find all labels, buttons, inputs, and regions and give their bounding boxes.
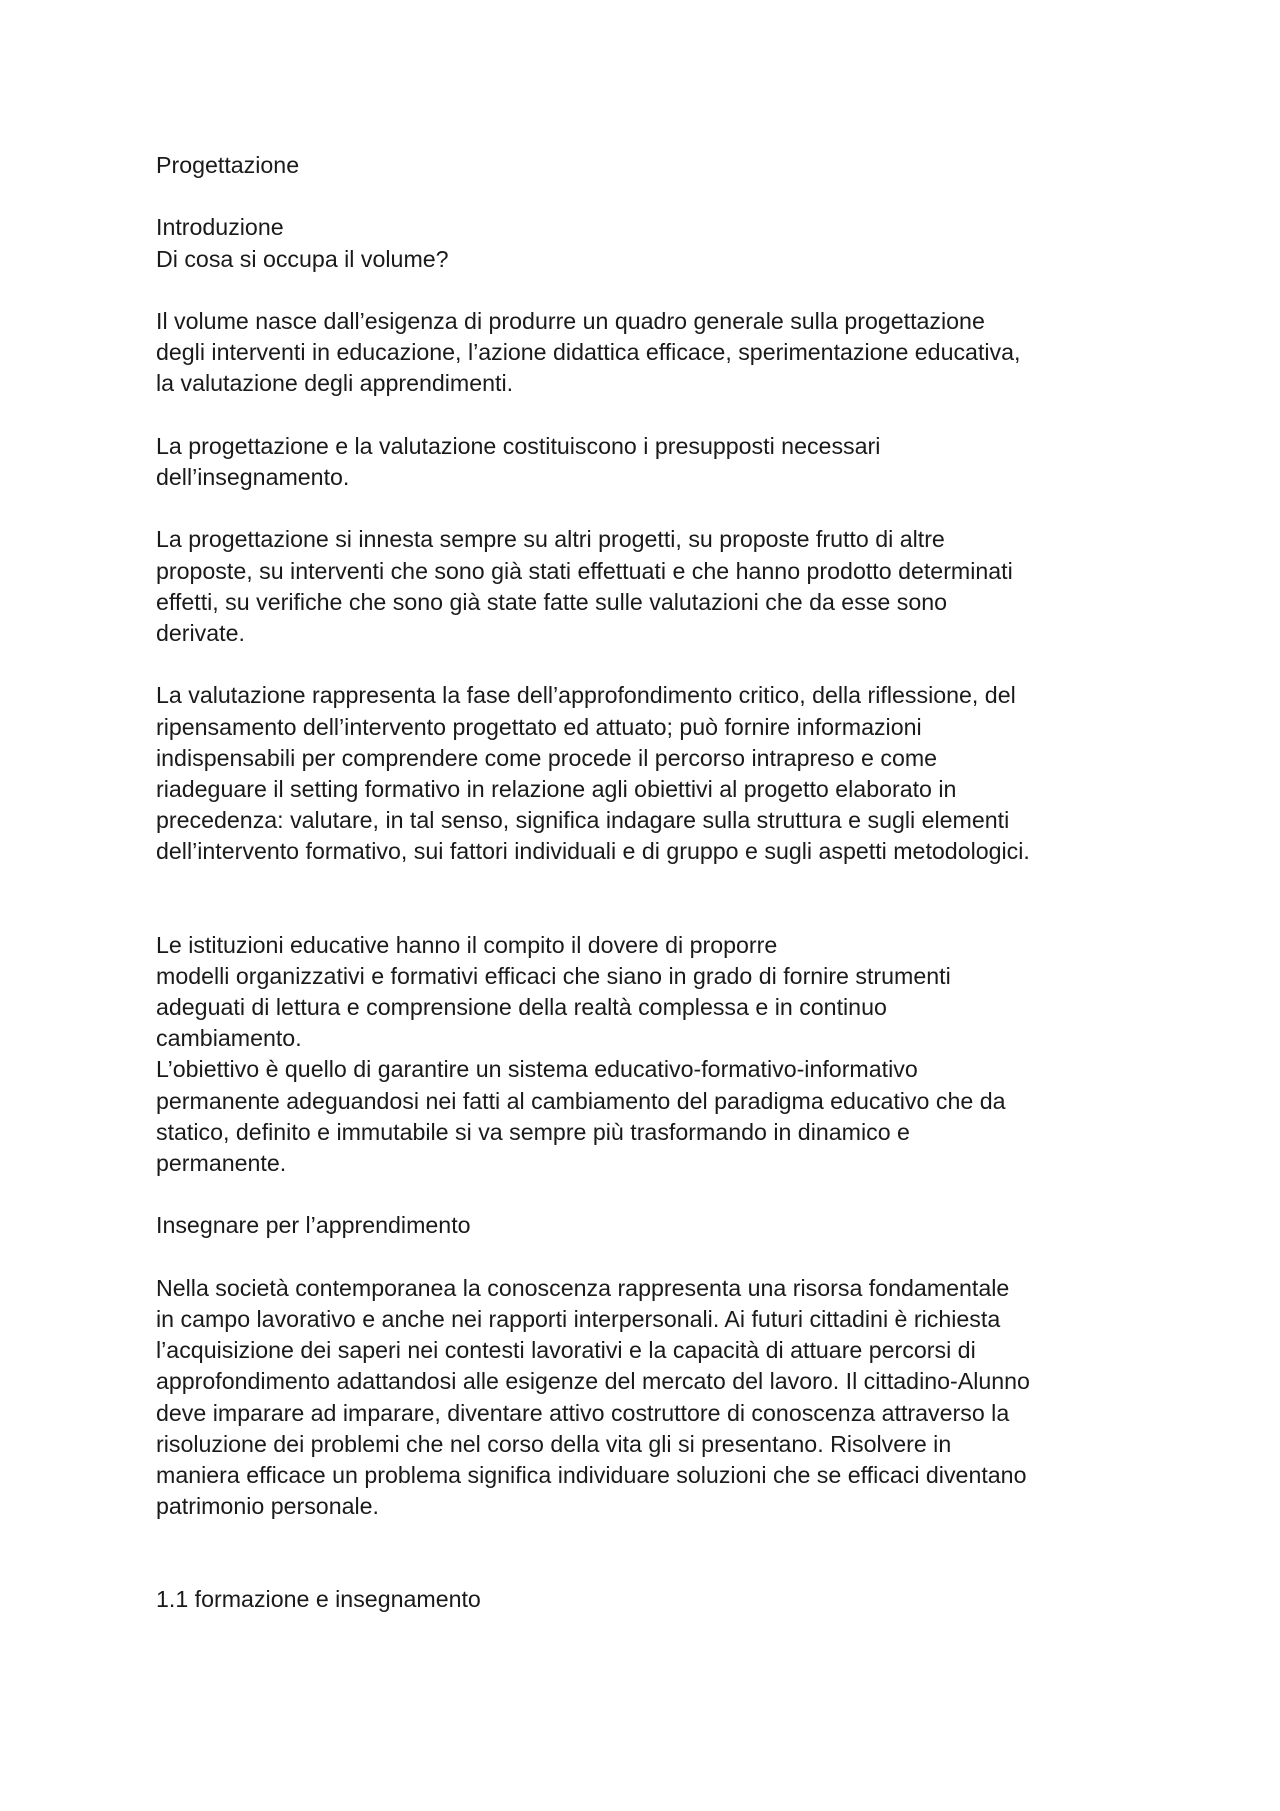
paragraph-line: la valutazione degli apprendimenti. xyxy=(156,370,514,397)
paragraph-line: adeguati di lettura e comprensione della realtà complessa e in continuo xyxy=(156,994,887,1020)
paragraph-4 xyxy=(156,680,1156,867)
paragraph-line: statico, definito e immutabile si va sempre più trasformando in dinamico e xyxy=(156,1118,910,1145)
paragraph-line: La valutazione rappresenta la fase dell’approfondimento critico, della riflessione, del xyxy=(156,682,1016,709)
paragraph-line: La progettazione si innesta sempre su altri progetti, su proposte frutto di altre xyxy=(156,526,945,553)
paragraph-line: precedenza: valutare, in tal senso, significa indagare sulla struttura e sugli elementi xyxy=(156,807,1010,834)
paragraph-line: proposte, su interventi che sono già stati effettuati e che hanno prodotto determinati xyxy=(156,557,1013,584)
paragraph-line: ripensamento dell’intervento progettato ed attuato; può fornire informazioni xyxy=(156,713,922,740)
paragraph-line: permanente adeguandosi nei fatti al cambiamento del paradigma educativo che da xyxy=(156,1087,1006,1114)
subsection-heading: 1.1 formazione e insegnamento xyxy=(156,1586,481,1613)
paragraph-line: Il volume nasce dall’esigenza di produrre un quadro generale sulla progettazione xyxy=(156,307,985,334)
paragraph-2 xyxy=(156,431,1156,493)
intro-question: Di cosa si occupa il volume? xyxy=(156,245,449,272)
paragraph-line: Le istituzioni educative hanno il compito il dovere di proporre xyxy=(156,931,778,958)
paragraph-line: patrimonio personale. xyxy=(156,1493,379,1520)
section-heading: Insegnare per l’apprendimento xyxy=(156,1212,471,1239)
document-page xyxy=(156,150,1156,1616)
paragraph-line: effetti, su verifiche che sono già state fatte sulle valutazioni che da esse sono xyxy=(156,588,948,615)
paragraph-line: deve imparare ad imparare, diventare attivo costruttore di conoscenza attraverso la xyxy=(156,1399,1010,1426)
paragraph-line: modelli organizzativi e formativi efficaci che siano in grado di fornire strumenti xyxy=(156,962,951,989)
paragraph-line: dell’insegnamento. xyxy=(156,463,350,490)
paragraph-1 xyxy=(156,306,1156,400)
paragraph-line: degli interventi in educazione, l’azione didattica efficace, sperimentazione educativa, xyxy=(156,339,1021,366)
paragraph-line: indispensabili per comprendere come procede il percorso intrapreso e come xyxy=(156,744,938,771)
paragraph-6 xyxy=(156,1273,1156,1523)
paragraph-line: La progettazione e la valutazione costituiscono i presupposti necessari xyxy=(156,432,881,459)
intro-heading: Introduzione xyxy=(156,214,284,241)
paragraph-5 xyxy=(156,930,1156,1180)
paragraph-line: derivate. xyxy=(156,619,245,646)
document-title: Progettazione xyxy=(156,152,300,178)
paragraph-line: Nella società contemporanea la conoscenza rappresenta una risorsa fondamentale xyxy=(156,1274,1010,1301)
paragraph-line: in campo lavorativo e anche nei rapporti interpersonali. Ai futuri cittadini è richiesta xyxy=(156,1306,1001,1332)
paragraph-line: riadeguare il setting formativo in relazione agli obiettivi al progetto elaborato in xyxy=(156,775,957,802)
paragraph-line: maniera efficace un problema significa individuare soluzioni che se efficaci diventano xyxy=(156,1462,1027,1489)
paragraph-line: risoluzione dei problemi che nel corso della vita gli si presentano. Risolvere in xyxy=(156,1430,952,1457)
paragraph-line: approfondimento adattandosi alle esigenze del mercato del lavoro. Il cittadino-Alunno xyxy=(156,1368,1030,1395)
paragraph-line: L’obiettivo è quello di garantire un sistema educativo-formativo-informativo xyxy=(156,1056,918,1083)
paragraph-3 xyxy=(156,524,1156,649)
paragraph-line: cambiamento. xyxy=(156,1025,302,1052)
paragraph-line: dell’intervento formativo, sui fattori individuali e di gruppo e sugli aspetti metodologici. xyxy=(156,838,1030,865)
paragraph-line: permanente. xyxy=(156,1150,287,1177)
paragraph-line: l’acquisizione dei saperi nei contesti lavorativi e la capacità di attuare percorsi di xyxy=(156,1337,976,1364)
